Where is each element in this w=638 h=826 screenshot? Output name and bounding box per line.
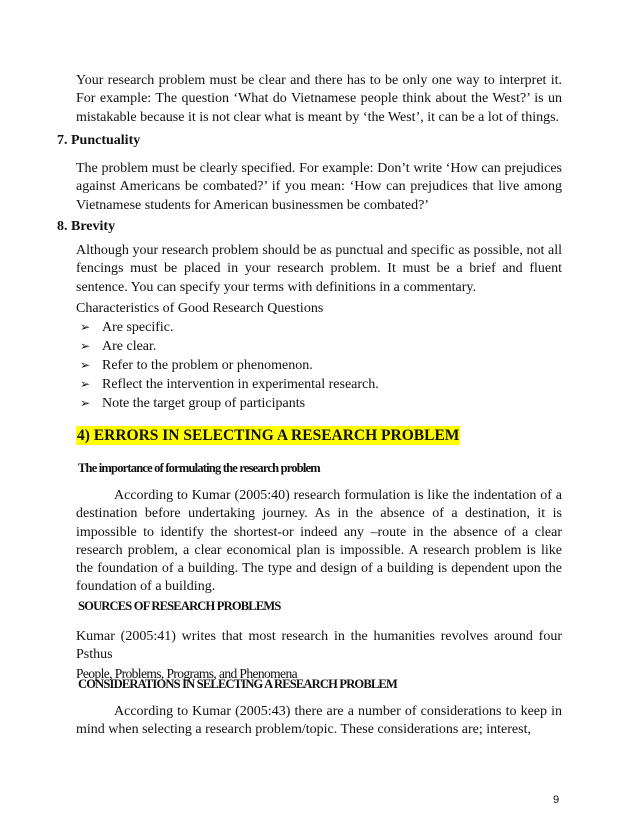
paragraph-clarity: Your research problem must be clear and there has to be only one way to interpret it. For example: The question ‘What do Vietnamese people think about the West?’ is un mistakable because it is not clear what is meant by ‘the West’, it can be a lot of things. — [76, 73, 562, 125]
arrow-bullet-icon: ➢ — [80, 339, 91, 353]
sources-list-line: People, Problems, Programs, and Phenomena — [76, 665, 297, 681]
list-item: ➢ Refer to the problem or phenomenon. — [80, 358, 313, 373]
sources-text: Kumar (2005:41) writes that most research in the humanities revolves around four Psthus — [76, 629, 562, 663]
arrow-bullet-icon: ➢ — [80, 358, 91, 372]
paragraph-importance: According to Kumar (2005:40) research formulation is like the indentation of a destination before undertaking journey. As in the absence of a destination, it is impossible to identify the shortest-or indeed any –route in the absence of a clear research problem, a clear economical plan is impossible. A research problem is like the foundation of a building. The type and design of a building is dependent upon the foundation of a building. — [76, 488, 562, 595]
list-item: ➢ Note the target group of participants — [80, 396, 306, 411]
arrow-bullet-icon: ➢ — [80, 396, 91, 410]
list-item: ➢ Are specific. — [80, 320, 174, 335]
paragraph-considerations: According to Kumar (2005:43) there are a number of considerations to keep in mind when selecting a research problem/topic. These considerations are; interest, — [76, 704, 562, 738]
heading-punctuality: 7. Punctuality — [57, 133, 141, 148]
paragraph-brevity: Although your research problem should be as punctual and specific as possible, not all fencings must be placed in your research problem. It must be a brief and fluent sentence. You can specify your terms with definitions in a commentary. — [76, 243, 562, 295]
heading-considerations: CONSIDERATIONS IN SELECTING A RESEARCH PROBLEM — [78, 677, 397, 691]
page-number: 9 — [553, 794, 560, 806]
characteristics-intro: Characteristics of Good Research Questions — [76, 301, 324, 316]
list-item: ➢ Are clear. — [80, 339, 157, 354]
arrow-bullet-icon: ➢ — [80, 377, 91, 391]
heading-importance: The importance of formulating the research problem — [78, 461, 320, 475]
paragraph-punctuality: The problem must be clearly specified. For example: Don’t write ‘How can prejudices against Americans be combated?’ if you mean: ‘How can prejudices that live among Vietnamese students for American businessmen be combated?’ — [76, 161, 562, 213]
characteristics-list — [80, 318, 379, 413]
heading-brevity: 8. Brevity — [57, 219, 116, 234]
list-item: ➢ Reflect the intervention in experimental research. — [80, 377, 379, 392]
section-heading-errors: 4) ERRORS IN SELECTING A RESEARCH PROBLEM — [77, 427, 460, 444]
arrow-bullet-icon: ➢ — [80, 320, 91, 334]
heading-sources: SOURCES OF RESEARCH PROBLEMS — [78, 599, 281, 613]
